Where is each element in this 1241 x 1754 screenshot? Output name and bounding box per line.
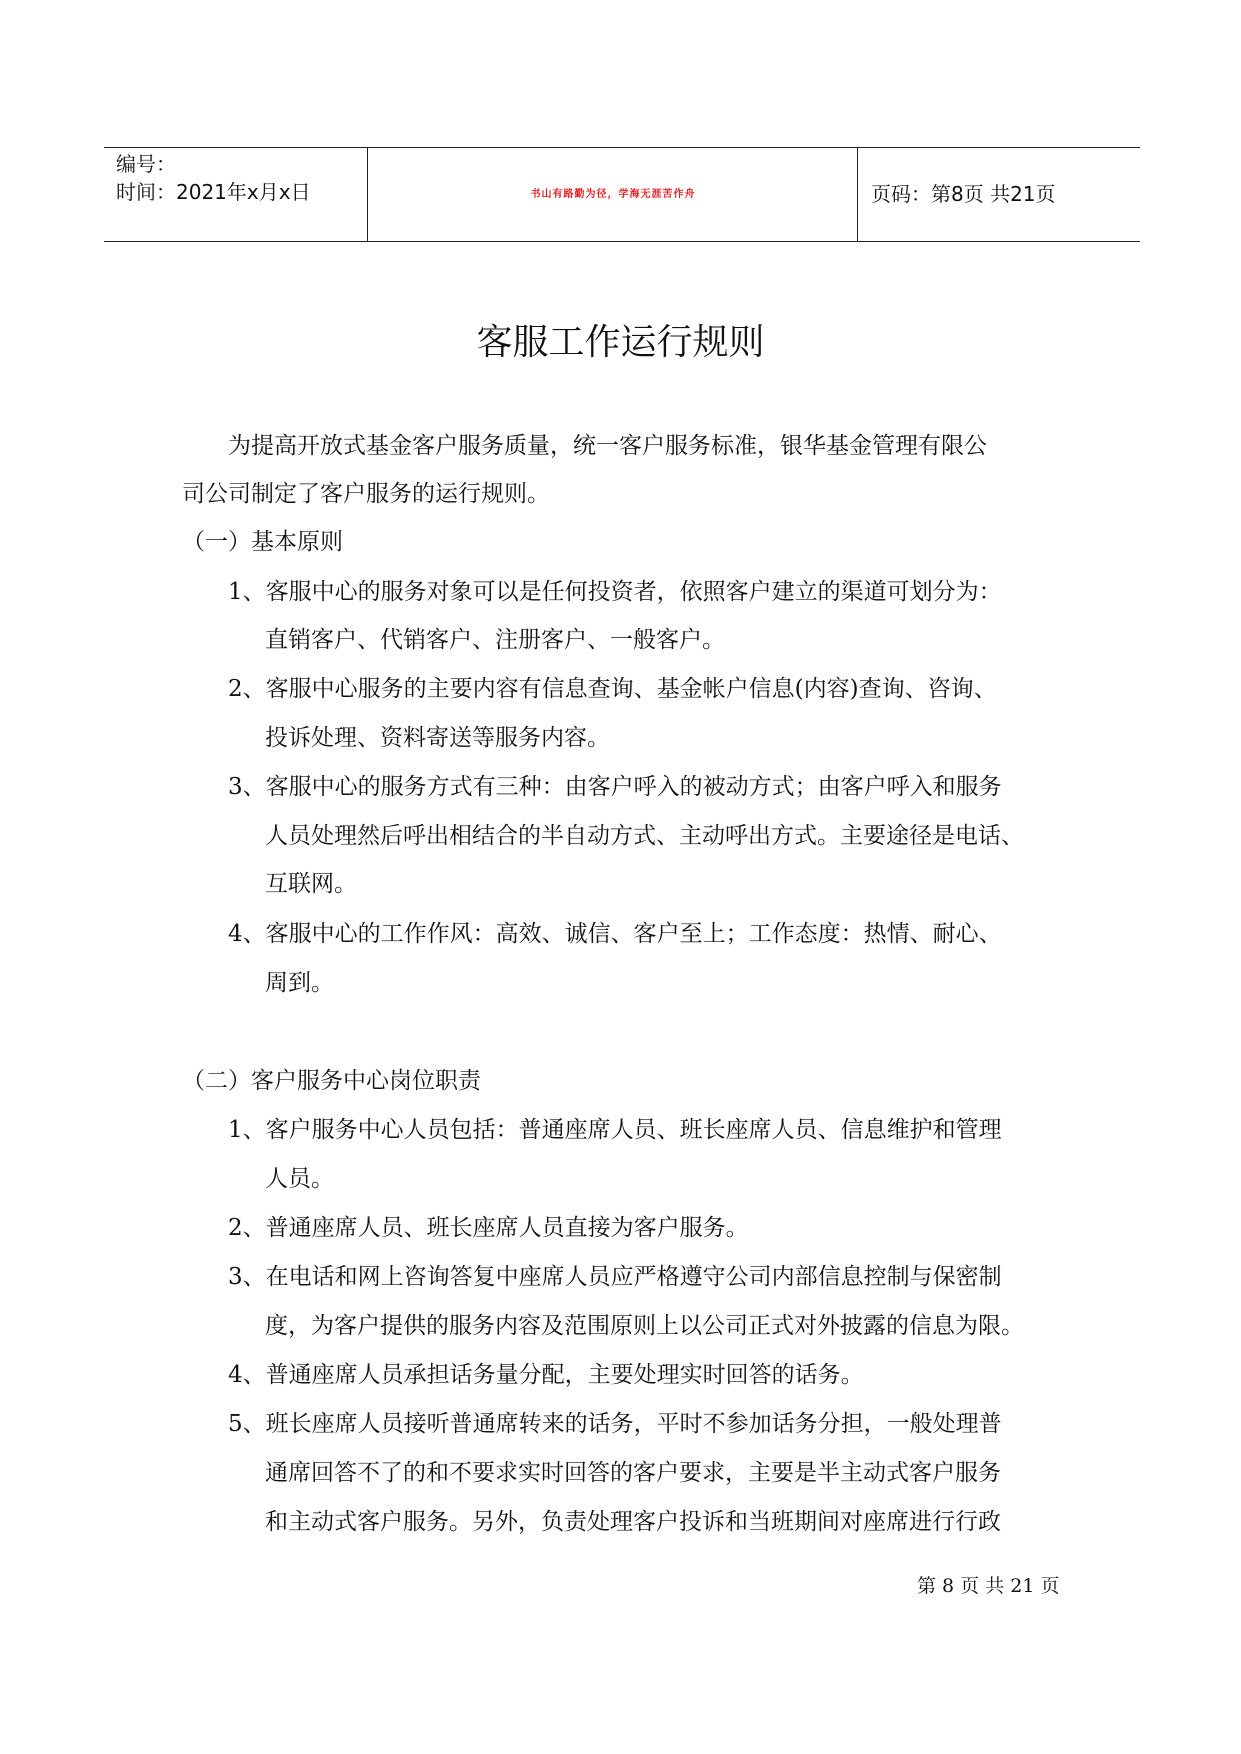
item-line: 4、普通座席人员承担话务量分配，主要处理实时回答的话务。 [228,1362,864,1388]
item-line: 2、客服中心服务的主要内容有信息查询、基金帐户信息(内容)查询、咨询、 [228,676,997,702]
item-line: 投诉处理、资料寄送等服务内容。 [265,725,610,751]
item-line: 直销客户、代销客户、注册客户、一般客户。 [265,627,725,653]
header-page-cell [859,148,1140,241]
item-line: 2、普通座席人员、班长座席人员直接为客户服务。 [228,1215,749,1241]
item-line: 4、客服中心的工作作风：高效、诚信、客户至上；工作态度：热情、耐心、 [228,921,1002,947]
header-meta-cell [104,148,368,241]
paragraph-line: 司公司制定了客户服务的运行规则。 [182,481,550,507]
document-date: 时间：2021年x月x日 [116,180,311,204]
header-motto-cell [369,148,858,241]
section-heading: （一）基本原则 [182,529,343,555]
item-line: 周到。 [265,970,334,996]
page-footer: 第 8 页 共 21 页 [917,1575,1060,1597]
item-line: 3、在电话和网上咨询答复中座席人员应严格遵守公司内部信息控制与保密制 [228,1264,1002,1290]
item-line: 度，为客户提供的服务内容及范围原则上以公司正式对外披露的信息为限。 [265,1313,1024,1339]
document-title: 客服工作运行规则 [476,322,765,363]
item-line: 通席回答不了的和不要求实时回答的客户要求，主要是半主动式客户服务 [265,1460,1001,1486]
document-number-label: 编号： [116,152,176,176]
item-line: 3、客服中心的服务方式有三种：由客户呼入的被动方式；由客户呼入和服务 [228,774,1002,800]
item-line: 1、客服中心的服务对象可以是任何投资者，依照客户建立的渠道可划分为： [228,579,1002,605]
item-line: 人员。 [265,1166,334,1192]
header-page-info: 页码：第8页 共21页 [871,182,1056,206]
document-header-table [104,147,1140,242]
item-line: 5、班长座席人员接听普通席转来的话务，平时不参加话务分担，一般处理普 [228,1411,1002,1437]
item-line: 互联网。 [265,871,357,897]
section-heading: （二）客户服务中心岗位职责 [182,1068,481,1094]
header-motto: 书山有路勤为径，学海无涯苦作舟 [530,189,696,200]
paragraph-line: 为提高开放式基金客户服务质量，统一客户服务标准，银华基金管理有限公 [228,433,987,459]
item-line: 1、客户服务中心人员包括：普通座席人员、班长座席人员、信息维护和管理 [228,1117,1002,1143]
item-line: 人员处理然后呼出相结合的半自动方式、主动呼出方式。主要途径是电话、 [265,823,1024,849]
item-line: 和主动式客户服务。另外，负责处理客户投诉和当班期间对座席进行行政 [265,1509,1001,1535]
